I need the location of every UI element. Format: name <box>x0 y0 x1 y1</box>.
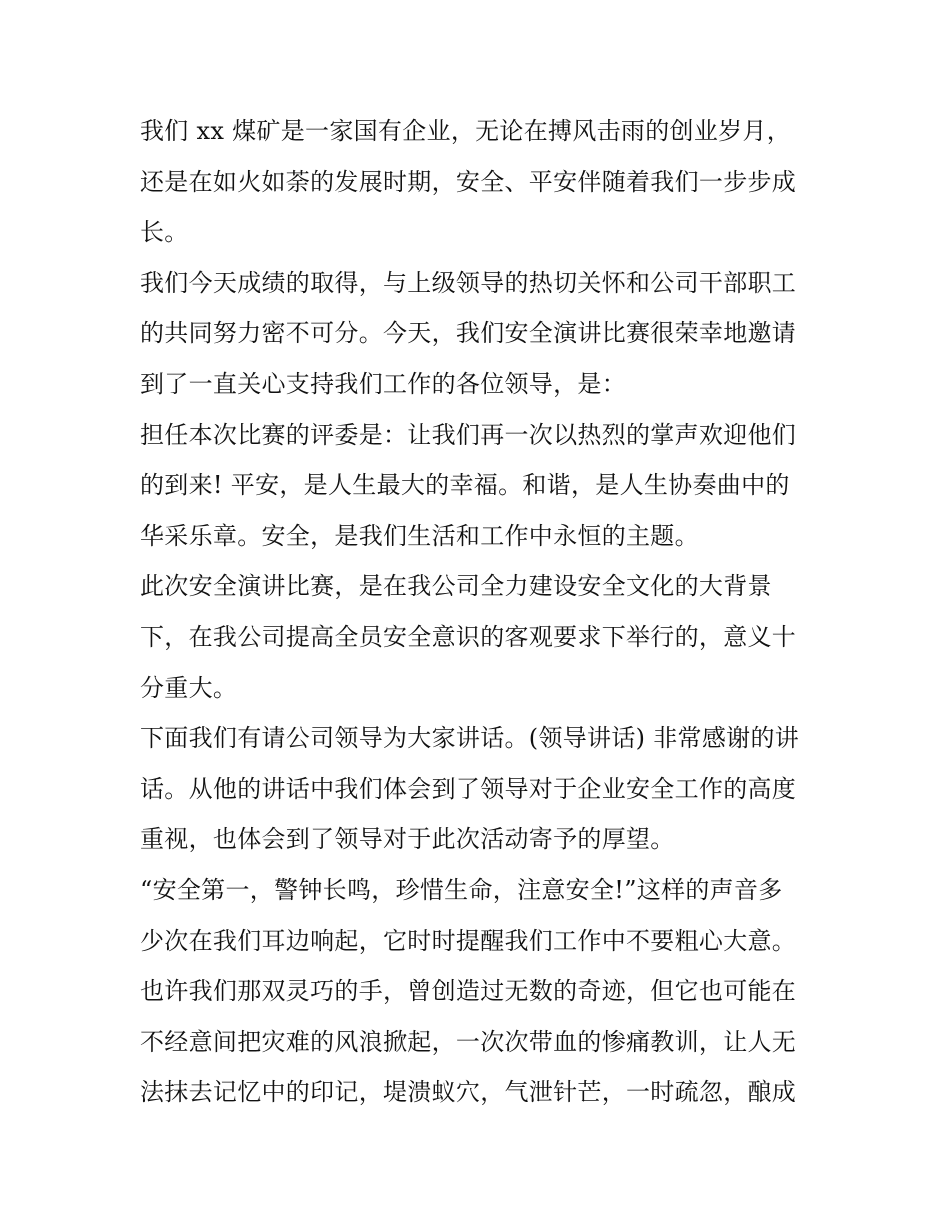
document-body <box>140 106 820 1118</box>
paragraph <box>140 410 820 562</box>
text-line: 长。 <box>140 218 189 247</box>
text-line: 担任本次比赛的评委是：让我们再一次以热烈的掌声欢迎他们 <box>140 420 797 449</box>
paragraph <box>140 561 820 713</box>
text-line: “安全第一，警钟长鸣，珍惜生命，注意安全!”这样的声音多 <box>140 875 783 904</box>
text-line: 的到来! 平安，是人生最大的幸福。和谐，是人生协奏曲中的 <box>140 471 790 500</box>
text-line: 此次安全演讲比赛，是在我公司全力建设安全文化的大背景 <box>140 572 772 601</box>
text-line: 重视，也体会到了领导对于此次活动寄予的厚望。 <box>140 825 675 854</box>
text-line: 还是在如火如荼的发展时期，安全、平安伴随着我们一步步成 <box>140 167 797 196</box>
text-line: 分重大。 <box>140 673 238 702</box>
text-line: 我们 xx 煤矿是一家国有企业，无论在搏风击雨的创业岁月， <box>140 117 792 145</box>
text-line: 下，在我公司提高全员安全意识的客观要求下举行的，意义十 <box>140 622 797 651</box>
paragraph <box>140 713 820 865</box>
paragraph <box>140 865 820 1118</box>
paragraph <box>140 258 820 410</box>
text-line: 我们今天成绩的取得，与上级领导的热切关怀和公司干部职工 <box>140 268 797 297</box>
paragraph <box>140 106 820 258</box>
text-line: 到了一直关心支持我们工作的各位领导，是： <box>140 369 626 398</box>
text-line: 下面我们有请公司领导为大家讲话。(领导讲话) 非常感谢的讲 <box>140 724 800 753</box>
text-line: 华采乐章。安全，是我们生活和工作中永恒的主题。 <box>140 521 699 550</box>
text-line: 少次在我们耳边响起，它时时提醒我们工作中不要粗心大意。 <box>140 926 797 955</box>
text-line: 法抹去记忆中的印记，堤溃蚁穴，气泄针芒，一时疏忽，酿成 <box>140 1078 797 1107</box>
text-line: 不经意间把灾难的风浪掀起，一次次带血的惨痛教训，让人无 <box>140 1027 797 1056</box>
text-line: 话。从他的讲话中我们体会到了领导对于企业安全工作的高度 <box>140 774 797 803</box>
text-line: 也许我们那双灵巧的手，曾创造过无数的奇迹，但它也可能在 <box>140 977 797 1006</box>
text-line: 的共同努力密不可分。今天，我们安全演讲比赛很荣幸地邀请 <box>140 319 797 348</box>
